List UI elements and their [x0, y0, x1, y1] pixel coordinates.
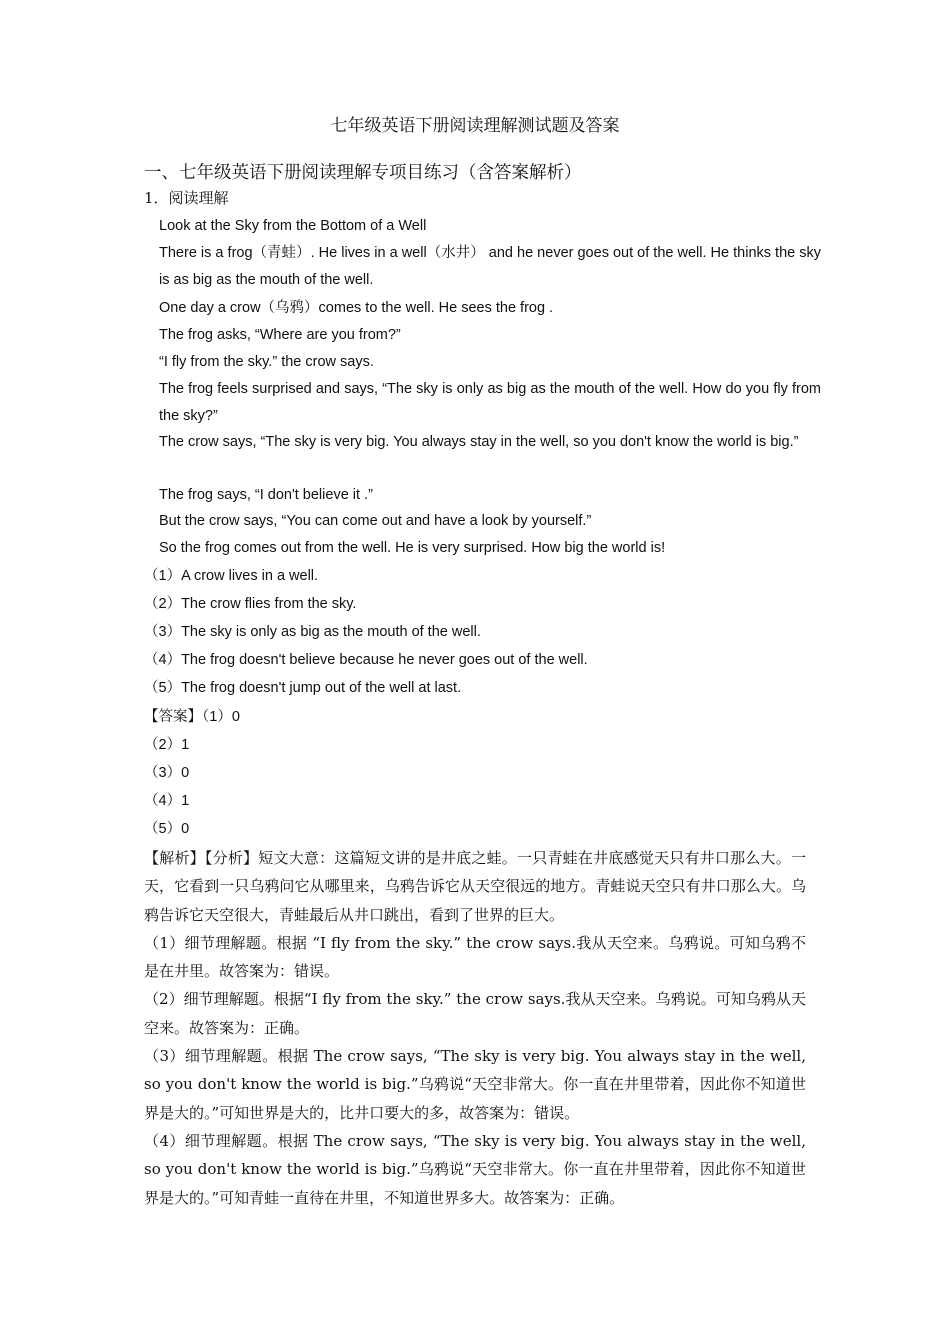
statement-item: （3）The sky is only as big as the mouth of the well. — [144, 624, 481, 640]
answer-item: （2）1 — [144, 737, 190, 753]
passage-paragraph: The frog feels surprised and says, “The sky is only as big as the mouth of the well. How do you fly from the sky?” — [159, 381, 821, 424]
document-title: 七年级英语下册阅读理解测试题及答案 — [330, 116, 620, 136]
passage-heading: Look at the Sky from the Bottom of a Well — [159, 218, 427, 234]
statement-item: （2）The crow flies from the sky. — [144, 596, 357, 612]
answer-item: （4）1 — [144, 793, 190, 809]
passage-paragraph: So the frog comes out from the well. He is very surprised. How big the world is! — [159, 540, 666, 556]
passage-paragraph: There is a frog（青蛙）. He lives in a well（水井） and he never goes out of the well. He thinks the sky is as big as the mouth of the well. — [159, 245, 821, 288]
answer-item: （5）0 — [144, 821, 190, 837]
passage-paragraph: The crow says, “The sky is very big. You always stay in the well, so you don't know the world is big.” — [159, 434, 799, 450]
passage-paragraph: The frog says, “I don't believe it .” — [159, 487, 373, 503]
analysis-paragraph: （1）细节理解题。根据 “I fly from the sky.” the crow says.我从天空来。乌鸦说。可知乌鸦不是在井里。故答案为：错误。 — [144, 933, 806, 981]
analysis-paragraph: （2）细节理解题。根据“I fly from the sky.” the crow says.我从天空来。乌鸦说。可知乌鸦从天空来。故答案为：正确。 — [144, 990, 806, 1037]
answer-item: 【答案】（1）0 — [144, 709, 240, 725]
analysis-paragraph: （3）细节理解题。根据 The crow says, “The sky is very big. You always stay in the well, so you don't know the world is big.”乌鸦说“天空非常大。你一直在井里带着，因此你不知道世界是大的。”可知世界是大的，比井口要大的多，故答案为：错误。 — [144, 1047, 806, 1122]
passage-paragraph: “I fly from the sky.” the crow says. — [159, 354, 374, 370]
analysis-block — [144, 844, 806, 1212]
passage-paragraph: The frog asks, “Where are you from?” — [159, 327, 401, 343]
passage-paragraph: But the crow says, “You can come out and have a look by yourself.” — [159, 513, 592, 529]
answer-item: （3）0 — [144, 765, 190, 781]
statement-item: （4）The frog doesn't believe because he never goes out of the well. — [144, 652, 588, 668]
analysis-paragraph: 【解析】【分析】短文大意：这篇短文讲的是井底之蛙。一只青蛙在井底感觉天只有井口那么大。一天，它看到一只乌鸦问它从哪里来，乌鸦告诉它从天空很远的地方。青蛙说天空只有井口那么大。乌鸦告诉它天空很大，青蛙最后从井口跳出，看到了世界的巨大。 — [144, 849, 806, 924]
statement-item: （5）The frog doesn't jump out of the well at last. — [144, 680, 462, 696]
analysis-paragraph: （4）细节理解题。根据 The crow says, “The sky is very big. You always stay in the well, so you don't know the world is big.”乌鸦说“天空非常大。你一直在井里带着，因此你不知道世界是大的。”可知青蛙一直待在井里，不知道世界多大。故答案为：正确。 — [144, 1131, 806, 1207]
passage-paragraph: One day a crow（乌鸦）comes to the well. He sees the frog . — [159, 300, 554, 316]
section-heading: 一、七年级英语下册阅读理解专项目练习（含答案解析） — [144, 163, 582, 183]
statement-item: （1）A crow lives in a well. — [144, 568, 319, 584]
question-number: 1．阅读理解 — [144, 189, 229, 207]
